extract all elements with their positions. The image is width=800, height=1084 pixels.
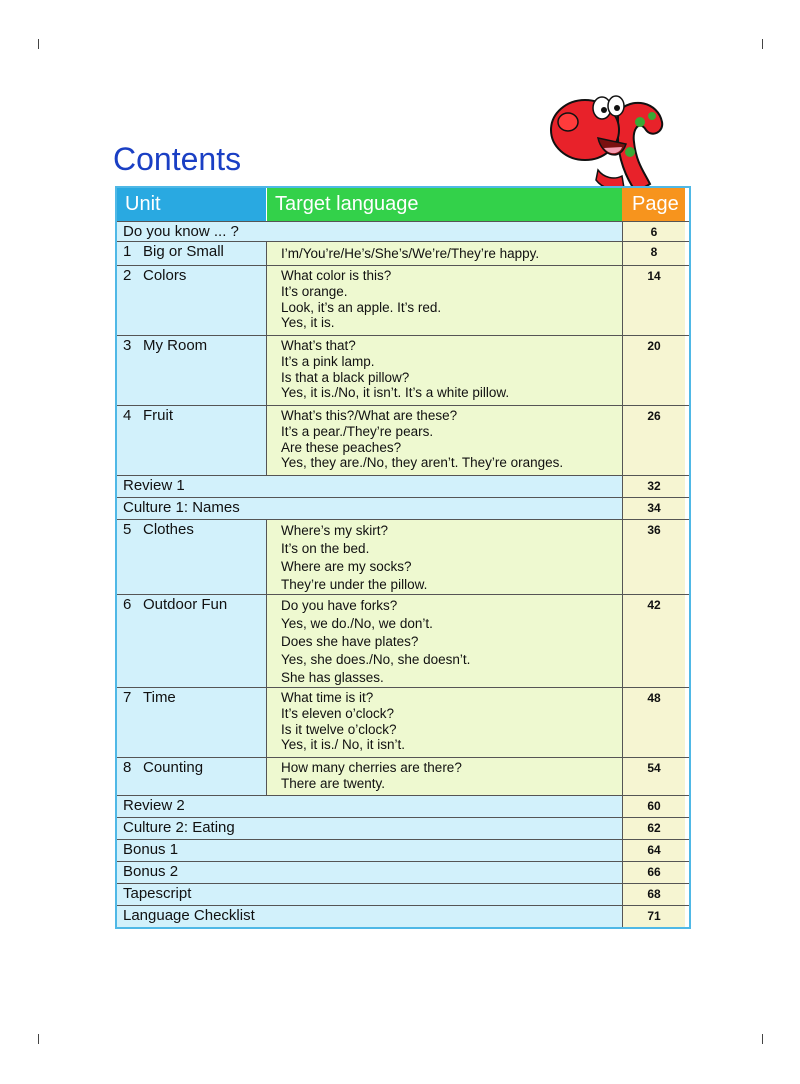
- table-row: [117, 497, 689, 519]
- language-line: Yes, it is./ No, it isn’t.: [281, 737, 406, 753]
- language-line: She has glasses.: [281, 669, 384, 685]
- language-line: It’s orange.: [281, 283, 348, 299]
- language-line: What’s that?: [281, 338, 356, 353]
- language-line: Where’s my skirt?: [281, 523, 389, 538]
- crop-mark: [762, 39, 763, 49]
- language-line: They’re under the pillow.: [281, 576, 428, 592]
- table-header: [117, 188, 689, 221]
- language-line: Do you have forks?: [281, 598, 398, 613]
- unit-cell: [117, 266, 267, 335]
- unit-number: 1: [123, 243, 132, 260]
- page-number: 68: [622, 884, 685, 905]
- target-language-cell: [267, 336, 622, 405]
- header-page: Page: [622, 188, 685, 221]
- table-row: [117, 883, 689, 905]
- unit-number: 6: [123, 596, 132, 613]
- section-label: Culture 2: Eating: [117, 818, 622, 839]
- section-label: Do you know ... ?: [117, 222, 622, 241]
- unit-cell: [117, 595, 267, 687]
- header-target-language: Target language: [267, 188, 622, 221]
- unit-cell: [117, 242, 267, 265]
- section-label: Review 2: [117, 796, 622, 817]
- unit-number: 5: [123, 521, 132, 538]
- section-label: Tapescript: [117, 884, 622, 905]
- unit-name: Outdoor Fun: [143, 596, 228, 613]
- unit-cell: [117, 688, 267, 757]
- target-language-cell: [267, 406, 622, 475]
- language-line: What color is this?: [281, 268, 392, 283]
- table-row: [117, 839, 689, 861]
- page-number: 71: [622, 906, 685, 927]
- table-row: [117, 594, 689, 687]
- contents-table: [115, 186, 691, 929]
- table-row: [117, 861, 689, 883]
- table-body: [117, 221, 689, 927]
- section-label: Review 1: [117, 476, 622, 497]
- unit-cell: [117, 336, 267, 405]
- unit-number: 3: [123, 337, 132, 354]
- page-number: 20: [622, 336, 685, 405]
- page-number: 36: [622, 520, 685, 594]
- unit-number: 4: [123, 407, 132, 424]
- target-language-cell: [267, 688, 622, 757]
- page-number: 54: [622, 758, 685, 795]
- unit-name: Fruit: [143, 407, 173, 424]
- language-line: Does she have plates?: [281, 633, 419, 649]
- language-line: Are these peaches?: [281, 439, 402, 455]
- page-number: 42: [622, 595, 685, 687]
- language-line: I’m/You’re/He’s/She’s/We’re/They’re happy.: [281, 246, 540, 261]
- table-row: [117, 221, 689, 241]
- page-number: 32: [622, 476, 685, 497]
- language-line: Yes, she does./No, she doesn’t.: [281, 651, 471, 667]
- language-line: It’s a pink lamp.: [281, 353, 375, 369]
- unit-cell: [117, 758, 267, 795]
- page-number: 60: [622, 796, 685, 817]
- language-line: There are twenty.: [281, 775, 386, 791]
- page-number: 48: [622, 688, 685, 757]
- page-number: 64: [622, 840, 685, 861]
- language-line: Yes, we do./No, we don’t.: [281, 615, 433, 631]
- page-number: 6: [622, 222, 685, 241]
- unit-name: Time: [143, 689, 176, 706]
- table-row: [117, 687, 689, 757]
- table-row: [117, 335, 689, 405]
- section-label: Bonus 2: [117, 862, 622, 883]
- language-line: Where are my socks?: [281, 558, 412, 574]
- unit-number: 7: [123, 689, 132, 706]
- language-line: It’s a pear./They’re pears.: [281, 423, 434, 439]
- language-line: Is that a black pillow?: [281, 369, 410, 385]
- language-line: It’s eleven o’clock?: [281, 705, 395, 721]
- unit-cell: [117, 406, 267, 475]
- table-row: [117, 519, 689, 594]
- table-row: [117, 475, 689, 497]
- language-line: It’s on the bed.: [281, 540, 370, 556]
- page-title: Contents: [113, 141, 242, 177]
- target-language-cell: [267, 520, 622, 594]
- language-line: Yes, it is.: [281, 315, 335, 331]
- unit-cell: [117, 520, 267, 594]
- language-line: Look, it’s an apple. It’s red.: [281, 299, 442, 315]
- language-line: Is it twelve o’clock?: [281, 721, 397, 737]
- language-line: Yes, it is./No, it isn’t. It’s a white pillow.: [281, 385, 510, 401]
- unit-number: 8: [123, 759, 132, 776]
- section-label: Bonus 1: [117, 840, 622, 861]
- unit-number: 2: [123, 267, 132, 284]
- header-unit: Unit: [117, 188, 267, 221]
- page-number: 34: [622, 498, 685, 519]
- target-language-cell: [267, 758, 622, 795]
- section-label: Language Checklist: [117, 906, 622, 927]
- language-line: How many cherries are there?: [281, 760, 462, 775]
- unit-name: Counting: [143, 759, 204, 776]
- table-row: [117, 405, 689, 475]
- table-row: [117, 795, 689, 817]
- table-row: [117, 817, 689, 839]
- crop-mark: [38, 1034, 39, 1044]
- unit-name: Clothes: [143, 521, 194, 538]
- crop-mark: [762, 1034, 763, 1044]
- target-language-cell: [267, 595, 622, 687]
- unit-name: My Room: [143, 337, 208, 354]
- page-number: 8: [622, 242, 685, 265]
- page-number: 62: [622, 818, 685, 839]
- page-number: 14: [622, 266, 685, 335]
- language-line: What time is it?: [281, 690, 374, 705]
- table-row: [117, 241, 689, 265]
- unit-name: Colors: [143, 267, 187, 284]
- language-line: What’s this?/What are these?: [281, 408, 458, 423]
- unit-name: Big or Small: [143, 243, 224, 260]
- target-language-cell: [267, 266, 622, 335]
- language-line: Yes, they are./No, they aren’t. They’re oranges.: [281, 455, 564, 471]
- table-row: [117, 757, 689, 795]
- table-row: [117, 265, 689, 335]
- section-label: Culture 1: Names: [117, 498, 622, 519]
- crop-mark: [38, 39, 39, 49]
- target-language-cell: [267, 242, 622, 265]
- table-row: [117, 905, 689, 927]
- page-number: 26: [622, 406, 685, 475]
- page-number: 66: [622, 862, 685, 883]
